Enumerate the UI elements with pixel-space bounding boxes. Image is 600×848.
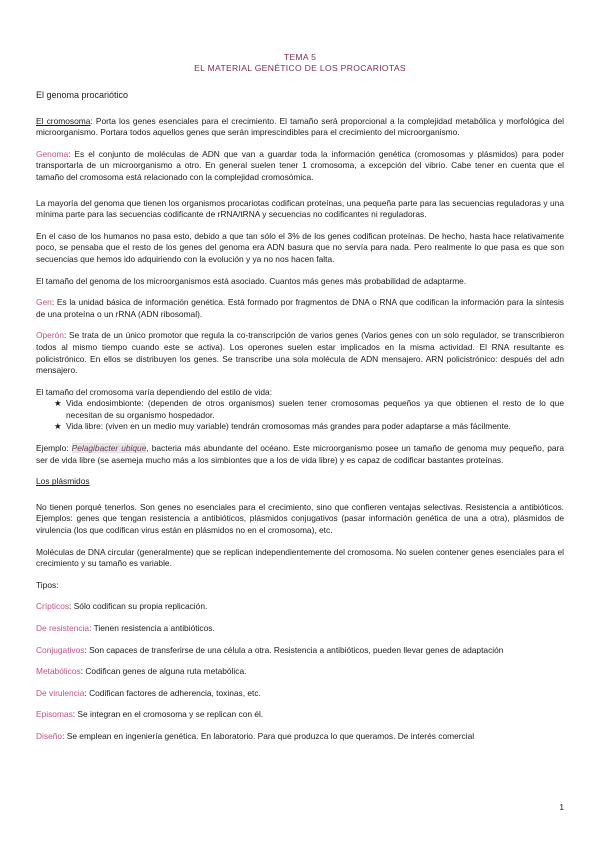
term-cromosoma: El cromosoma [36, 115, 91, 126]
star-icon: ★ [54, 421, 62, 432]
vida-list [36, 398, 564, 433]
heading-plasmidos: Los plásmidos [36, 476, 90, 487]
list-item: ★ Vida libre: (viven en un medio muy variable) tendrán cromosomas más grandes para poder adaptarse a más fácilmente. [54, 421, 511, 432]
tipo-conjugativos: Conjugativos: Son capaces de transferirse de una célula a otra. Resistencia a antibióticos, pueden llevar genes de adaptación [36, 644, 504, 655]
tipo-episomas: Episomas: Se integran en el cromosoma y se replican con él. [36, 709, 264, 720]
term-gen: Gen [36, 297, 52, 308]
tipo-virulencia: De virulencia: Codifican factores de adherencia, toxinas, etc. [36, 687, 261, 698]
paragraph-vida-intro: El tamaño del cromosoma varía dependiendo del estilo de vida: [36, 386, 273, 397]
term-genoma: Genoma [36, 148, 69, 159]
tipo-cripticos: Crípticos: Sólo codifican su propia replicación. [36, 601, 208, 612]
paragraph-plasmidos-2: Moléculas de DNA circular (generalmente) que se replican independientemente del cromosoma. No suelen contener genes esenciales para el crecimiento y su tamaño es variable. [36, 546, 564, 569]
paragraph-genoma [36, 149, 564, 184]
chapter-number: TEMA 5 [283, 52, 317, 62]
list-item: ★ Vida endosimbionte: (dependen de otros organismos) suelen tener cromosomas pequeños ya que obtienen el resto de lo que necesitan de su organismo hospedador. [54, 398, 564, 420]
tipo-resistencia: De resistencia: Tienen resistencia a antibióticos. [36, 623, 215, 633]
paragraph-gen [36, 297, 564, 320]
paragraph-humanos: En el caso de los humanos no pasa esto, debido a que tan sólo el 3% de los genes codifican proteínas. De hecho, hasta hace relativamente poco, se pensaba que el resto de los genes del genoma era ADN basura que no servía para nada. Pero realmente lo que pasa es que son secuencias que hemos ido adquiriendo con la evolución y ya no nos hacen falta. [36, 230, 564, 264]
paragraph-plasmidos-1: No tienen porqué tenerlos. Son genes no esenciales para el crecimiento, sino que confieren ventajas selectivas. Resistencia a antibióticos. Ejemplos: genes que tengan resistencia a antibióticos, plásmidos conjugativos (pasar información genética de una a otra), plásmidos de virulencia (los que codifican virus están en plásmidos no en el cromosoma), etc. [36, 501, 564, 536]
operon-text: : Se trata de un único promotor que regula la co-transcripción de varios genes (Varios genes con un solo regulador, se transcribieron todos al mismo tiempo cuando este se activa). Los operones suelen estar implicados en la misma actividad. El RNA resultante es policistrónico. En ellos se distribuyen los genes. Se transcribe una sola molécula de ADN mensajero. ARN policistrónico: después del adn mensajero. [36, 330, 564, 376]
ejemplo-label: Ejemplo: [36, 443, 72, 454]
term-operon: Operón [36, 330, 64, 341]
chapter-title: EL MATERIAL GENÉTICO DE LOS PROCARIOTAS [194, 63, 406, 73]
cromosoma-text: : Porta los genes esenciales para el crecimiento. El tamaño será proporcional a la complejidad metabólica y morfológica del microorganismo. Portara todos aquellos genes que serán imprescindibles para el crecimiento del microorganismo. [36, 115, 564, 138]
section-title: El genoma procariótico [36, 90, 129, 100]
paragraph-cromosoma [36, 116, 564, 139]
paragraph-ejemplo [36, 443, 564, 466]
genoma-text: : Es el conjunto de moléculas de ADN que van a guardar toda la información genética (cromosomas y plásmidos) para poder transportarla de un microorganismo a otro. En general suelen tener 1 cromosoma, a excepción del vibrio. Cabe tener en cuenta que el tamaño del cromosoma está relacionado con la complejidad cromosómica. [36, 148, 564, 182]
tipo-metabolicos: Metabólicos: Codifican genes de alguna ruta metabólica. [36, 666, 247, 677]
tipo-diseno: Diseño: Se emplean en ingeniería genética. En laboratorio. Para que produzca lo que queramos. De interés comercial [36, 730, 475, 741]
paragraph-mayoria: La mayoría del genoma que tienen los organismos procariotas codifican proteínas, una pequeña parte para las secuencias reguladoras y una mínima parte para las secuencias codificante de rRNA/tRNA y secuencias no codificantes ni reguladoras. [36, 197, 564, 220]
paragraph-tamano: El tamaño del genoma de los microorganismos está asociado. Cuantos más genes más probabilidad de adaptarme. [36, 275, 467, 286]
species-highlight: Pelagibacter ubique [71, 443, 147, 454]
paragraph-operon [36, 330, 564, 376]
tipos-label: Tipos: [36, 579, 59, 590]
gen-text: : Es la unidad básica de información genética. Está formado por fragmentos de DNA o RNA que codifican la información para la síntesis de una proteína o un rRNA (ADN ribosomal). [36, 297, 564, 319]
page-number: 1 [559, 802, 564, 812]
ejemplo-text: , bacteria más abundante del océano. Este microorganismo posee un tamaño de genoma muy pequeño, para ser de vida libre (se asemeja mucho más a los simbiontes que a los de vida libre) y es capaz de codificar bastantes proteínas. [36, 443, 564, 465]
star-icon: ★ [54, 398, 62, 409]
